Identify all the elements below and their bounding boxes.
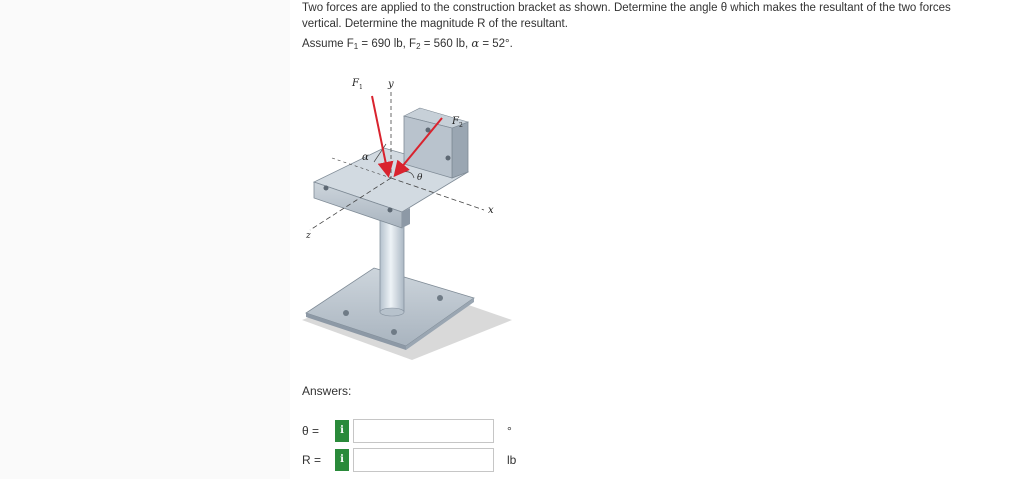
info-icon[interactable]: i [335, 449, 349, 471]
r-unit: lb [507, 453, 517, 467]
theta-unit: ° [507, 424, 512, 438]
info-icon[interactable]: i [335, 420, 349, 442]
f1-value: = 690 lb, F [358, 38, 417, 50]
assume-prefix: Assume F [302, 38, 354, 50]
label-z: z [306, 231, 311, 241]
theta-label: θ = [302, 424, 320, 438]
alpha-symbol: α [471, 36, 480, 50]
label-y: y [388, 79, 394, 90]
label-f1: F [352, 78, 359, 89]
f2-value: = 560 lb, [420, 38, 472, 50]
f1-subscript: 1 [353, 42, 359, 51]
assume-line [302, 36, 513, 54]
alpha-value: = 52°. [479, 38, 513, 50]
bracket-figure [302, 70, 512, 360]
label-f2-sub: 2 [459, 122, 463, 129]
label-alpha: α [362, 152, 369, 163]
question-line-1: Two forces are applied to the construction bracket as shown. Determine the angle θ which makes the resultant of the two forces [302, 2, 951, 14]
theta-input[interactable] [353, 419, 494, 443]
r-input[interactable] [353, 448, 494, 472]
r-label: R = [302, 453, 322, 467]
answers-heading: Answers: [302, 384, 352, 398]
left-margin [0, 0, 290, 479]
label-theta: θ [417, 173, 423, 183]
label-f2: F [452, 116, 459, 127]
bracket-illustration [302, 70, 512, 360]
label-x: x [488, 205, 494, 216]
f2-subscript: 2 [416, 42, 421, 51]
label-f1-sub: 1 [359, 84, 363, 91]
question-line-2: vertical. Determine the magnitude R of the resultant. [302, 18, 568, 30]
